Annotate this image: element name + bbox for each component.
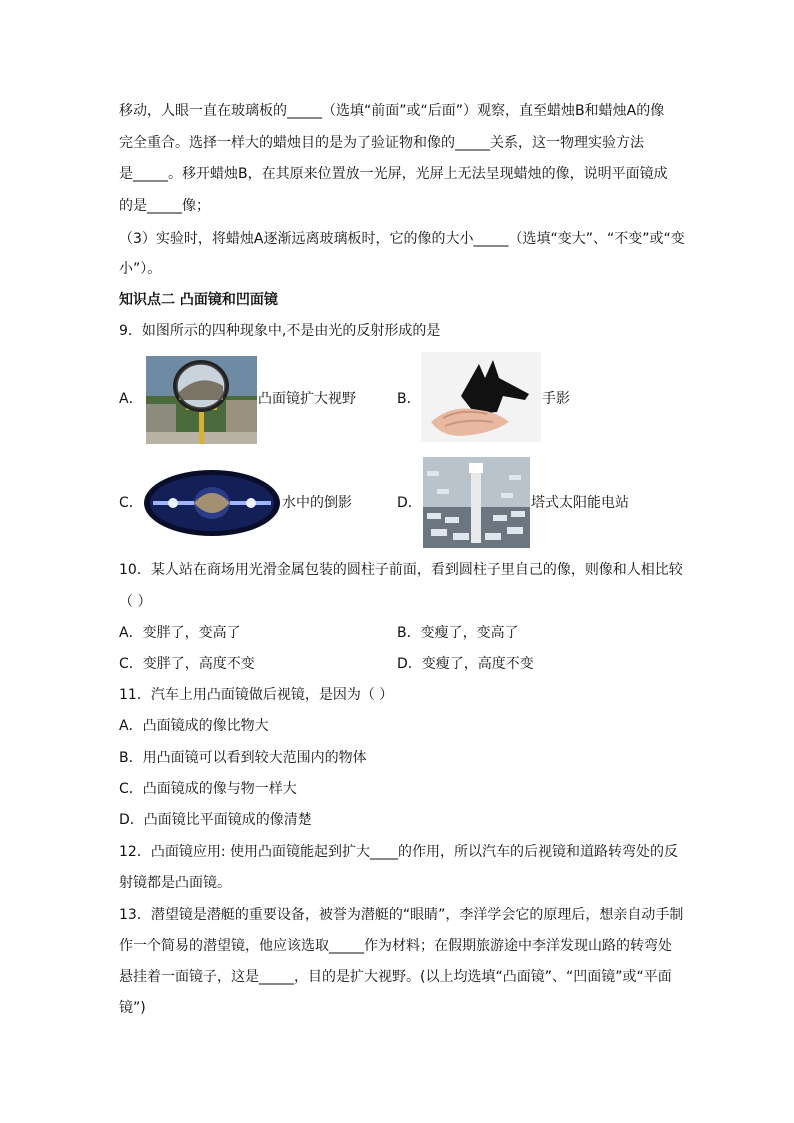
q11-option-d: D．凸面镜比平面镜成的像清楚: [119, 812, 312, 828]
q11-option-b: B．用凸面镜可以看到较大范围内的物体: [119, 750, 367, 766]
text-line: 小”）。: [119, 261, 162, 277]
text-line: 完全重合。选择一样大的蜡烛目的是为了验证物和像的_____关系，这一物理实验方法: [119, 135, 644, 151]
q10-option-a: A．变胖了，变高了: [119, 625, 241, 641]
hand-shadow-photo: [421, 352, 541, 442]
water-reflection-photo: [143, 469, 281, 537]
option-c-text: 水中的倒影: [282, 495, 352, 511]
question-13-line: 作一个简易的潜望镜，他应该选取_____作为材料；在假期旅游途中李洋发现山路的转弯处: [119, 938, 672, 954]
option-a-letter: A．: [119, 391, 143, 407]
text-line: 移动，人眼一直在玻璃板的_____（选填“前面”或“后面”）观察，直至蜡烛B和蜡烛A的像: [119, 103, 665, 119]
question-12-line: 射镜都是凸面镜。: [119, 875, 231, 891]
q10-option-c: C．变胖了，高度不变: [119, 656, 255, 672]
option-d-letter: D．: [397, 495, 422, 511]
option-d-text: 塔式太阳能电站: [531, 495, 629, 511]
option-b-text: 手影: [542, 391, 570, 407]
question-9-stem: 9．如图所示的四种现象中,不是由光的反射形成的是: [119, 323, 441, 339]
section-heading: 知识点二 凸面镜和凹面镜: [119, 292, 278, 308]
question-13-line: 悬挂着一面镜子，这是_____，目的是扩大视野。(以上均选填“凸面镜”、“凹面镜”或“平面: [119, 969, 672, 985]
question-13-line: 镜”): [119, 1000, 146, 1016]
q11-option-a: A．凸面镜成的像比物大: [119, 718, 269, 734]
text-line: （3）实验时，将蜡烛A逐渐远离玻璃板时，它的像的大小_____（选填“变大”、“不变”或“变: [119, 231, 685, 247]
q10-option-d: D．变瘦了，高度不变: [397, 656, 534, 672]
q10-option-b: B．变瘦了，变高了: [397, 625, 519, 641]
question-11-stem: 11．汽车上用凸面镜做后视镜，是因为（ ）: [119, 687, 394, 703]
answer-bracket: （ ）: [119, 594, 152, 610]
text-line: 是_____。移开蜡烛B，在其原来位置放一光屏，光屏上无法呈现蜡烛的像，说明平面镜成: [119, 166, 668, 182]
solar-tower-photo: [423, 457, 530, 548]
question-13-line: 13．潜望镜是潜艇的重要设备，被誉为潜艇的“眼睛”，李洋学会它的原理后，想亲自动手制: [119, 907, 684, 923]
option-b-letter: B．: [397, 391, 421, 407]
option-c-letter: C．: [119, 495, 143, 511]
text-line: 的是_____像；: [119, 198, 210, 214]
q11-option-c: C．凸面镜成的像与物一样大: [119, 781, 297, 797]
question-12-line: 12．凸面镜应用: 使用凸面镜能起到扩大____的作用，所以汽车的后视镜和道路转弯处的反: [119, 844, 678, 860]
convex-mirror-photo: [146, 356, 257, 444]
option-a-text: 凸面镜扩大视野: [258, 391, 356, 407]
question-10-stem: 10．某人站在商场用光滑金属包装的圆柱子前面，看到圆柱子里自己的像，则像和人相比较: [119, 562, 683, 578]
